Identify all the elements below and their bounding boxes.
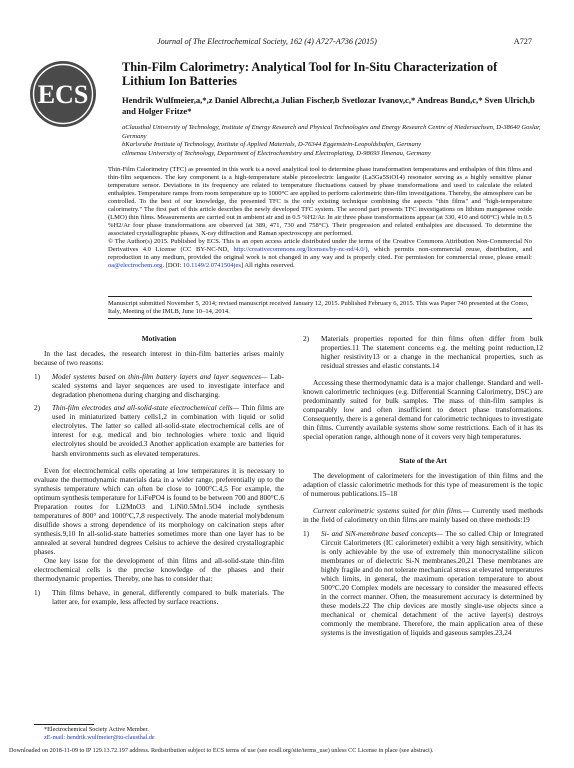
license-text-c: . [DOI: <box>162 262 183 269</box>
list-text: The so called Chip or Integrated Circuit Calorimeters (IC calorimeter) exhibit a very high sensitivity, which is only achievable by the use of extremely thin monocrystalline silicon membranes or of dielectric Si-N membranes.20,21 These membranes are highly fragile and do not tolerate mechanical stress at elevated temperatures which limits, in general, the maximum operation temperature to about 500°C.20 Complex models are necessary to consider the measured effects in the correct manner. Often, the measurement accuracy is determined by these models.22 The chip devices are mostly single-use objects since a mechanical or chemical detachment of the active layer(s) destroys commonly the membrane. Therefore, the main application area of these systems is the investigation of liquids and gaseous samples.23,24 <box>321 528 543 638</box>
list-item <box>303 529 543 638</box>
paragraph: The development of calorimeters for the investigation of thin films and the adaption of classic calorimetric methods for this type of measurement is the topic of numerous publications.15–18 <box>303 470 543 498</box>
affiliation-b: bKarlsruhe Institute of Technology, Institute of Applied Materials, D-76344 Eggenstein-Leopoldshafen, Germany <box>122 141 422 149</box>
license-text-a: © The Author(s) 2015. Published by ECS. This is an open access article distributed under the terms of the Creative Commons Attribution Non-Commercial No Derivatives 4.0 License (CC BY-NC-ND, <box>108 238 532 253</box>
download-notice: Downloaded on 2018-11-09 to IP 129.13.72.197 address. Redistribution subject to ECS terms of use (see ecsdl.org/site/terms_use) unless CC License in place (see abstract). <box>9 748 434 754</box>
footnote-divider <box>34 724 94 725</box>
journal-citation: Journal of The Electrochemical Society, 162 (4) A727-A736 (2015) <box>157 37 377 46</box>
permissions-email-link[interactable]: oa@electrochem.org <box>108 262 163 269</box>
list-item <box>34 403 284 457</box>
list-number: 1) <box>34 372 41 382</box>
paragraph <box>303 506 543 524</box>
footnote-member: *Electrochemical Society Active Member. <box>44 726 149 733</box>
page-number: A727 <box>513 37 532 46</box>
list-text: Materials properties reported for thin films often differ from bulk properties.11 The statement concerns e.g. the melting point reduction,12 higher resistivity13 or a change in the mechanical properties, such as residual stresses and elastic constants.14 <box>321 334 543 371</box>
section-heading-state-of-art: State of the Art <box>399 455 447 465</box>
section-heading-motivation: Motivation <box>141 334 177 343</box>
author-list: Hendrik Wulfmeier,a,*,z Daniel Albrecht,a Julian Fischer,b Svetlozar Ivanov,c,* Andreas Bund,c,* Sven Ulrich,b and Holger Fritze* <box>122 95 535 116</box>
footnote-email[interactable]: zE-mail: hendrik.wulfmeier@tu-clausthal.de <box>44 734 155 741</box>
paragraph: Even for electrochemical cells operating at low temperatures it is necessary to evaluate the thermodynamic materials data in a wider range, preferentially up to the synthesis temperature which can often be close to 1000°C.4,5 For example, the optimum synthesis temperature for LiFePO4 is found to be between 700 and 800°C.6 Preparation routes for Li2MnO3 and LiNi0.5Mn1.5O4 include synthesis temperatures of 800° and 1000°C,7,8 respectively. The anode material molybdenum disulfide shows a strong dependence of its morphology on calcination steps after synthesis.9,10 In all-solid-state batteries sometimes more than one layer has to be annealed at several hundred degrees Celsius to achieve the desired crystallographic phases. <box>34 465 284 556</box>
license-text-d: ] All rights reserved. <box>240 262 295 269</box>
divider-bottom <box>108 318 532 319</box>
abstract-text: Thin-Film Calorimetry (TFC) as presented in this work is a novel analytical tool to determine phase transformation temperatures and enthalpies of thin films and thin-film sequences. The key component is a high-temperature stable piezoelectric langasite (La3Ga5SiO14) resonator serving as a highly sensitive planar temperature sensor. Deviations in its frequency are related to temperature fluctuations caused by phase transformations and used to calculate the related enthalpies. Temperature ramps from room temperature up to 1000°C are applied to perform calorimetric thin-film investigations. Thereby, the atmosphere can be controlled. To the best of our knowledge, the presented TFC is the only existing technique combining the aspects "thin films" and "high-temperature calorimetry." The first part of this article describes the newly developed TFC system. The second part presents TFC investigations on lithium manganese oxide (LMO) thin films. Measurements are carried out in ambient air and in 0.5 %H2/Ar. In air three phase transformations appear (at 330, 410 and 600°C) while in 0.5 %H2/Ar four phase transformations are observed (at 389, 471, 730 and 758°C). Their progression and related enthalpies are discussed. To determine the associated crystallographic phases, X-ray diffraction and Raman spectroscopy are performed. <box>108 166 532 237</box>
left-column <box>34 334 284 610</box>
paragraph: In the last decades, the research interest in thin-film batteries arises mainly because of two reasons: <box>34 349 284 368</box>
license-text-b: ), which permits non-commercial reuse, distribution, and reproduction in any medium, provided the original work is not changed in any way and is properly cited. For permission for commercial reuse, please email: <box>108 246 533 261</box>
manuscript-history: Manuscript submitted November 5, 2014; revised manuscript received January 12, 2015. Published February 6, 2015. This was Paper 740 presented at the Como, Italy, Meeting of the IMLB, June 10–14, 2014. <box>108 300 529 315</box>
affiliation-c: cIlmenau University of Technology, Department of Electrochemistry and Electroplating, D-98693 Ilmenau, Germany <box>122 149 431 157</box>
list-item <box>34 372 284 399</box>
list-text: Lab-scaled systems and layer sequences are used to investigate interface and degradation phenomena during charging and discharging. <box>52 372 284 400</box>
list-lead: Model systems based on thin-film battery layers and layer sequences— <box>52 372 268 382</box>
right-column <box>303 334 543 641</box>
list-number: 1) <box>34 588 41 598</box>
paragraph: One key issue for the development of thin films and all-solid-state thin-film electrochemical cells is the precise knowledge of the phases and their thermodynamic properties. Thereby, one has to consider that: <box>34 556 284 584</box>
list-number: 2) <box>34 403 41 413</box>
subsection-lead: Current calorimetric systems suited for thin films.— <box>313 505 470 515</box>
list-number: 2) <box>303 334 310 343</box>
list-item <box>34 588 284 606</box>
running-header <box>0 37 574 49</box>
abstract <box>108 166 532 270</box>
divider-top <box>108 296 532 297</box>
paragraph: Accessing these thermodynamic data is a major challenge. Standard and well-known calorimetric techniques (e.g. Differential Scanning Calorimetry, DSC) are predominantly suited for bulk samples. The mass of thin-film samples is comparably low and often insufficient to detect phase transformations. Consequently, there is a general demand for calorimetric techniques to investigate thin films. Currently available systems show some restrictions. Each of it has its special operation range, although none of it covers very high temperatures. <box>303 378 543 442</box>
list-lead: Si- and SiN-membrane based concepts— <box>321 528 443 538</box>
list-item <box>303 334 543 370</box>
affiliations <box>122 124 542 158</box>
subsection-text: Currently used methods in the field of calorimetry on thin films are mainly based on three methods:19 <box>303 505 544 524</box>
list-text: Thin films behave, in general, differently compared to bulk materials. The latter are, for example, less affected by surface reactions. <box>52 588 284 607</box>
list-lead: Thin-film electrodes and all-solid-state electrochemical cells— <box>52 403 239 413</box>
ecs-logo <box>29 60 97 128</box>
license-link[interactable]: http://creativecommons.org/licenses/by-nc-nd/4.0/ <box>233 246 366 253</box>
list-number: 1) <box>303 528 310 538</box>
footnotes <box>44 726 304 742</box>
doi-link[interactable]: 10.1149/2.0741504jes <box>183 262 241 269</box>
affiliation-a: aClausthal University of Technology, Institute of Energy Research and Physical Technologies and Energy Research Centre of Niedersachsen, D-38640 Goslar, Germany <box>122 124 541 140</box>
ecs-logo-text: ECS <box>37 80 89 109</box>
list-text: Thin films are used in miniaturized battery cells1,2 in combination with liquid or solid electrolytes. The latter so called all-solid-state electrochemical cells are of interest for e.g. medical and bio technologies where toxic and liquid electrolytes should be avoided.3 Another application example are batteries for harsh environments such as elevated temperatures. <box>52 403 285 458</box>
article-title: Thin-Film Calorimetry: Analytical Tool for In-Situ Characterization of Lithium Ion Batteries <box>122 60 498 88</box>
